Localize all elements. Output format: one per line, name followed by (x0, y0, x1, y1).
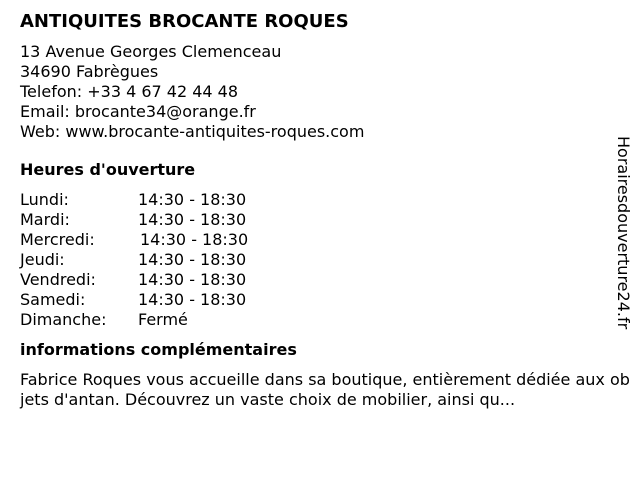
day-hours: 14:30 - 18:30 (138, 290, 247, 309)
phone-number: Telefon: +33 4 67 42 44 48 (20, 82, 239, 101)
site-watermark: Horairesdouverture24.fr (614, 136, 633, 330)
address-street: 13 Avenue Georges Clemenceau (20, 42, 282, 61)
opening-hours-table (20, 190, 248, 330)
day-hours: 14:30 - 18:30 (138, 190, 247, 209)
day-hours: Fermé (138, 310, 188, 329)
day-hours: 14:30 - 18:30 (140, 230, 249, 249)
hours-row-friday (20, 270, 248, 290)
hours-row-saturday (20, 290, 248, 310)
hours-row-thursday (20, 250, 248, 270)
website-address: Web: www.brocante-antiquites-roques.com (20, 122, 365, 141)
day-label: Mardi: (20, 210, 70, 229)
hours-row-monday (20, 190, 248, 210)
business-name: ANTIQUITES BROCANTE ROQUES (20, 11, 349, 32)
address-city: 34690 Fabrègues (20, 62, 159, 81)
opening-hours-heading: Heures d'ouverture (20, 160, 196, 179)
email-address: Email: brocante34@orange.fr (20, 102, 256, 121)
day-label: Samedi: (20, 290, 86, 309)
day-hours: 14:30 - 18:30 (138, 250, 247, 269)
additional-info-text: Fabrice Roques vous accueille dans sa boutique, entièrement dédiée aux objets d'antan. Découvrez un vaste choix de mobilier, ainsi qu... (20, 370, 630, 409)
day-label: Vendredi: (20, 270, 96, 289)
hours-row-tuesday (20, 210, 248, 230)
day-label: Lundi: (20, 190, 69, 209)
hours-row-sunday (20, 310, 248, 330)
day-hours: 14:30 - 18:30 (138, 270, 247, 289)
day-label: Mercredi: (20, 230, 95, 249)
day-label: Jeudi: (20, 250, 65, 269)
day-hours: 14:30 - 18:30 (138, 210, 247, 229)
additional-info-heading: informations complémentaires (20, 340, 297, 359)
hours-row-wednesday (20, 230, 248, 250)
business-listing (20, 10, 632, 410)
day-label: Dimanche: (20, 310, 107, 329)
